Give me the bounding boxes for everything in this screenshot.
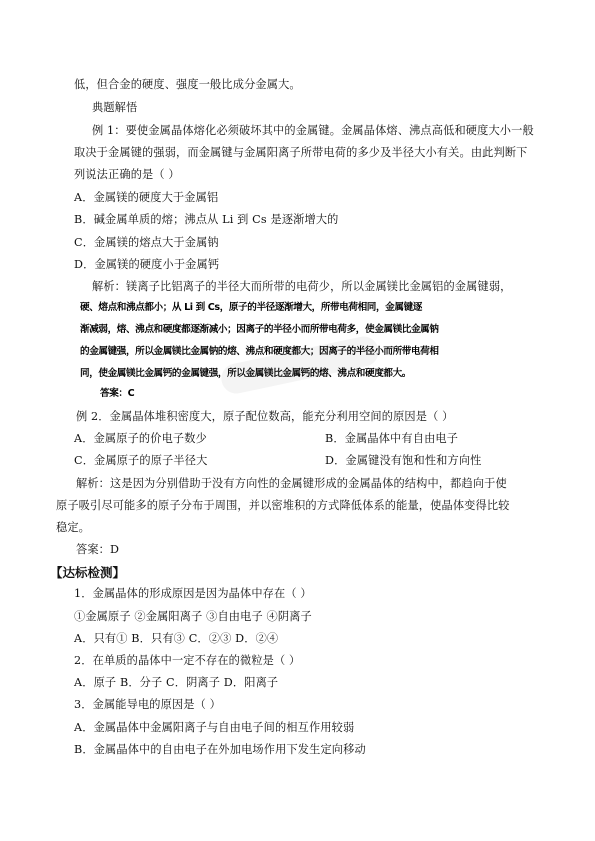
question-3-option-a: A．金属晶体中金属阳离子与自由电子间的相互作用较弱	[74, 721, 355, 734]
scanned-explanation-line: 硬、熔点和沸点都小；从 Li 到 Cs，原子的半径逐渐增大，所带电荷相同，金属键逐	[80, 302, 422, 313]
question-2-options: A．原子 B．分子 C．阴离子 D．阳离子	[74, 676, 279, 689]
text-line: 低，但合金的硬度、强度一般比成分金属大。	[74, 78, 301, 91]
example-2-explanation: 稳定。	[56, 521, 91, 534]
example-1-line: 取决于金属键的强弱，而金属键与金属阳离子所带电荷的多少及半径大小有关。由此判断下	[74, 146, 528, 159]
subheading-typical-problems: 典题解悟	[92, 101, 138, 114]
example-1-option-b: B．碱金属单质的熔；沸点从 Li 到 Cs 是逐渐增大的	[74, 213, 339, 226]
example-1-option-a: A．金属镁的硬度大于金属铝	[74, 191, 219, 204]
question-1: 1．金属晶体的形成原因是因为晶体中存在（ ）	[74, 587, 312, 600]
example-1-line: 列说法正确的是（ ）	[74, 168, 180, 181]
question-3: 3．金属能导电的原因是（ ）	[74, 698, 222, 711]
question-3-option-b: B．金属晶体中的自由电子在外加电场作用下发生定向移动	[74, 743, 366, 756]
section-title: 【达标检测】	[50, 565, 126, 580]
example-2-option-b: B．金属晶体中有自由电子	[325, 432, 459, 445]
example-2-question: 例 2．金属晶体堆积密度大，原子配位数高，能充分利用空间的原因是（ ）	[76, 410, 454, 423]
watermark	[219, 334, 382, 397]
scanned-explanation-line: 同，使金属镁比金属钙的金属键强，所以金属镁比金属钙的熔、沸点和硬度都大。	[80, 368, 411, 379]
example-2-explanation: 原子吸引尽可能多的原子分布于周围，并以密堆积的方式降低体系的能量，使晶体变得比较	[56, 499, 510, 512]
example-2-explanation: 解析：这是因为分别借助于没有方向性的金属键形成的金属晶体的结构中，都趋向于使	[76, 477, 507, 490]
example-1-explanation: 解析：镁离子比铝离子的半径大而所带的电荷少，所以金属镁比金属铝的金属键弱，	[92, 280, 512, 293]
scanned-answer: 答案：C	[100, 388, 135, 399]
example-2-option-c: C．金属原子的原子半径大	[74, 454, 208, 467]
example-1-option-d: D．金属镁的硬度小于金属钙	[74, 258, 220, 271]
question-2: 2．在单质的晶体中一定不存在的微粒是（ ）	[74, 654, 301, 667]
question-1-options: A．只有① B．只有③ C．②③ D．②④	[74, 632, 279, 645]
question-1-items: ①金属原子 ②金属阳离子 ③自由电子 ④阴离子	[74, 610, 312, 623]
example-2-option-a: A．金属原子的价电子数少	[74, 432, 207, 445]
example-2-option-d: D．金属键没有饱和性和方向性	[325, 454, 482, 467]
example-1-line: 例 1：要使金属晶体熔化必须破坏其中的金属键。金属晶体熔、沸点高低和硬度大小一般	[92, 124, 534, 137]
scanned-explanation-line: 渐减弱，熔、沸点和硬度都逐渐减小；因离子的半径小而所带电荷多，使金属镁比金属钠	[80, 324, 439, 335]
example-2-answer: 答案：D	[76, 543, 120, 556]
scanned-explanation-line: 的金属键强，所以金属镁比金属钠的熔、沸点和硬度都大；因离子的半径小而所带电荷相	[80, 346, 439, 357]
example-1-option-c: C．金属镁的熔点大于金属钠	[74, 236, 219, 249]
